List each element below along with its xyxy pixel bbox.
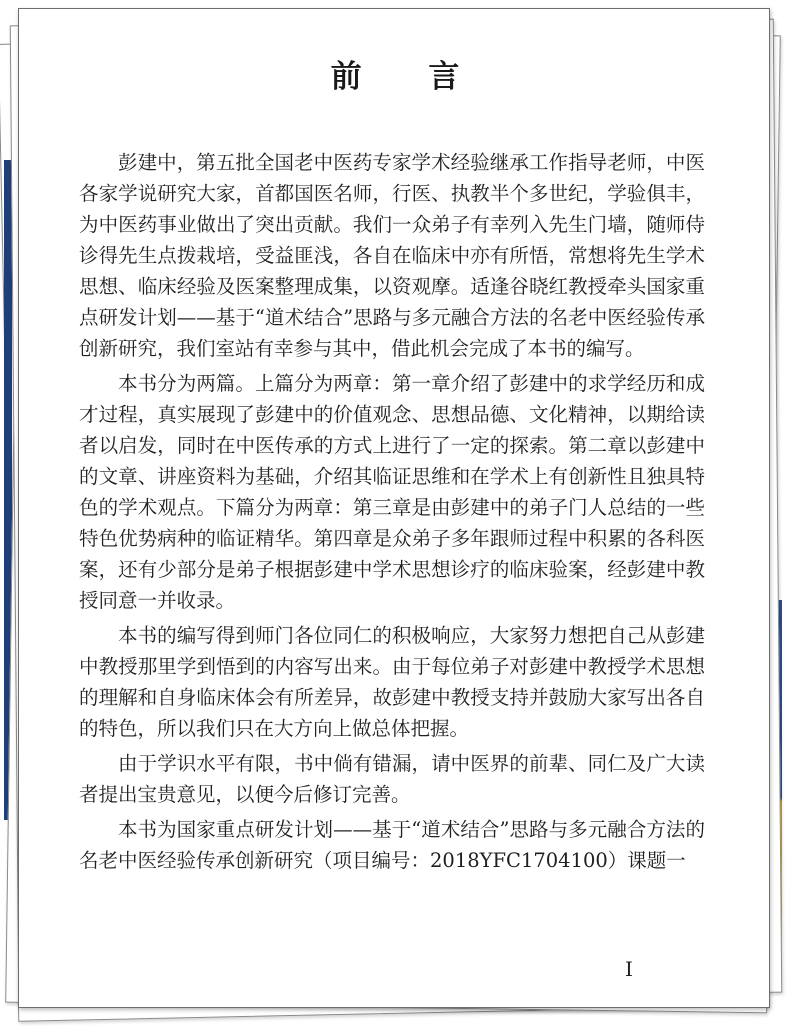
paragraph-funding: 本书为国家重点研发计划——基于“道术结合”思路与多元融合方法的名老中医经验传承创新研究（项目编号：2018YFC1704100）课题一 [79,818,705,872]
page-number: I [625,957,633,981]
document-page [18,8,770,1008]
paragraph-writing: 本书的编写得到师门各位同仁的积极响应，大家努力想把自己从彭建中教授那里学到悟到的内容写出来。由于每位弟子对彭建中教授学术思想的理解和自身临床体会有所差异，故彭建中教授支持并鼓励大家写出各自的特色，所以我们只在大方向上做总体把握。 [79,624,705,740]
page-title: 前 言 [330,59,488,95]
body-text [79,147,705,880]
paragraph-structure: 本书分为两篇。上篇分为两章：第一章介绍了彭建中的求学经历和成才过程，真实展现了彭建中的价值观念、思想品德、文化精神，以期给读者以启发，同时在中医传承的方式上进行了一定的探索。第二章以彭建中的文章、讲座资料为基础，介绍其临证思维和在学术上有创新性且独具特色的学术观点。下篇分为两章：第三章是由彭建中的弟子门人总结的一些特色优势病种的临证精华。第四章是众弟子多年跟师过程中积累的各科医案，还有少部分是弟子根据彭建中学术思想诊疗的临床验案，经彭建中教授同意一并收录。 [79,372,705,612]
paragraph-intro: 彭建中，第五批全国老中医药专家学术经验继承工作指导老师，中医各家学说研究大家，首都国医名师，行医、执教半个多世纪，学验俱丰，为中医药事业做出了突出贡献。我们一众弟子有幸列入先生门墙，随师侍诊得先生点拨栽培，受益匪浅，各自在临床中亦有所悟，常想将先生学术思想、临床经验及医案整理成集，以资观摩。适逢谷晓红教授牵头国家重点研发计划——基于“道术结合”思路与多元融合方法的名老中医经验传承创新研究，我们室站有幸参与其中，借此机会完成了本书的编写。 [79,151,705,360]
paragraph-errata: 由于学识水平有限，书中倘有错漏，请中医界的前辈、同仁及广大读者提出宝贵意见，以便今后修订完善。 [79,752,705,806]
